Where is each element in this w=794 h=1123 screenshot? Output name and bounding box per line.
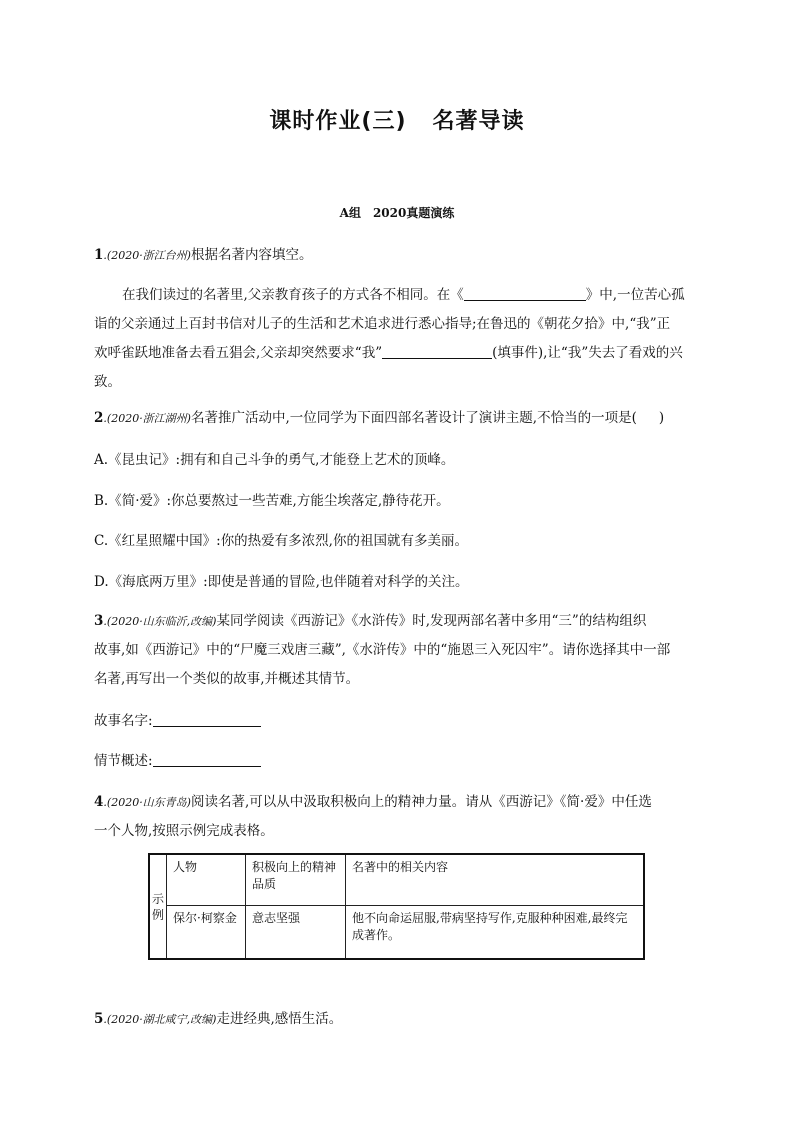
question-5-heading	[94, 1010, 342, 1029]
table-header-row	[149, 854, 644, 906]
question-3-line: 名著,再写出一个类似的故事,并概述其情节。	[94, 671, 360, 687]
passage-line: 在我们读过的名著里,父亲教育孩子的方式各不相同。在《 》中,一位苦心孤	[122, 287, 685, 303]
cell-person: 保尔·柯察金	[167, 906, 246, 960]
plot-blank[interactable]	[153, 752, 261, 767]
page-title	[0, 104, 794, 135]
option-d: D.《海底两万里》:即使是普通的冒险,也伴随着对科学的关注。	[94, 574, 469, 590]
question-2-heading: 2.(2020·浙江湖州)名著推广活动中,一位同学为下面四部名著设计了演讲主题,不恰当的一项是( )	[94, 410, 665, 426]
question-4-line: 一个人物,按照示例完成表格。	[94, 823, 274, 839]
question-4-line: 4.(2020·山东青岛)阅读名著,可以从中汲取积极向上的精神力量。请从《西游记》《简·爱》中任选	[94, 794, 652, 810]
question-number: 4	[94, 794, 104, 810]
cell-quality: 意志坚强	[246, 906, 346, 960]
question-4	[94, 788, 700, 846]
plot-row	[94, 752, 261, 770]
passage-line: 诣的父亲通过上百封书信对儿子的生活和艺术追求进行悉心指导;在鲁迅的《朝花夕拾》中,“我”正	[94, 316, 671, 332]
question-1-passage	[94, 281, 700, 397]
cell-content: 他不向命运屈服,带病坚持写作,克服种种困难,最终完成著作。	[346, 906, 644, 960]
question-3-line: 3.(2020·山东临沂,改编)某同学阅读《西游记》《水浒传》时,发现两部名著中多用“三”的结构组织	[94, 613, 647, 629]
option-c: C.《红星照耀中国》:你的热爱有多浓烈,你的祖国就有多美丽。	[94, 533, 468, 549]
event-blank[interactable]	[382, 344, 492, 359]
question-source: .(2020·浙江台州)	[103, 249, 191, 262]
question-number: 2	[94, 410, 104, 426]
question-source: .(2020·浙江湖州)	[103, 412, 191, 425]
header-quality: 积极向上的精神品质	[246, 854, 346, 906]
question-3	[94, 607, 700, 694]
passage-line: 欢呼雀跃地准备去看五猖会,父亲却突然要求“我” (填事件),让“我”失去了看戏的兴	[94, 345, 683, 361]
question-prompt: 走进经典,感悟生活。	[216, 1011, 343, 1027]
question-prompt: 名著推广活动中,一位同学为下面四部名著设计了演讲主题,不恰当的一项是(	[190, 410, 637, 426]
group-label: A组	[339, 206, 361, 220]
question-number: 3	[94, 613, 104, 629]
question-3-line: 故事,如《西游记》中的“尸魔三戏唐三藏”,《水浒传》中的“施恩三入死囚牢”。请你选择其中一部	[94, 642, 671, 658]
title-sub: 名著导读	[432, 109, 525, 134]
header-person: 人物	[167, 854, 246, 906]
question-source: .(2020·湖北咸宁,改编)	[103, 1013, 217, 1026]
header-content: 名著中的相关内容	[346, 854, 644, 906]
plot-label: 情节概述:	[94, 753, 153, 769]
question-1-heading	[94, 246, 312, 265]
example-table	[148, 853, 645, 960]
option-a: A.《昆虫记》:拥有和自己斗争的勇气,才能登上艺术的顶峰。	[94, 452, 455, 468]
table-row	[149, 906, 644, 960]
passage-line: 致。	[94, 374, 121, 390]
question-number: 1	[94, 247, 104, 263]
question-source: .(2020·山东临沂,改编)	[103, 615, 217, 628]
group-heading	[0, 204, 794, 221]
group-text: 2020真题演练	[372, 206, 455, 220]
story-name-row	[94, 712, 261, 730]
story-name-blank[interactable]	[153, 712, 261, 727]
question-source: .(2020·山东青岛)	[103, 796, 191, 809]
question-prompt: 根据名著内容填空。	[190, 247, 313, 263]
book-title-blank[interactable]	[464, 286, 586, 301]
option-b: B.《简·爱》:你总要熬过一些苦难,方能尘埃落定,静待花开。	[94, 493, 450, 509]
example-tag: 示例	[149, 854, 167, 959]
question-number: 5	[94, 1011, 104, 1027]
title-main: 课时作业(三)	[269, 109, 407, 134]
story-name-label: 故事名字:	[94, 713, 153, 729]
